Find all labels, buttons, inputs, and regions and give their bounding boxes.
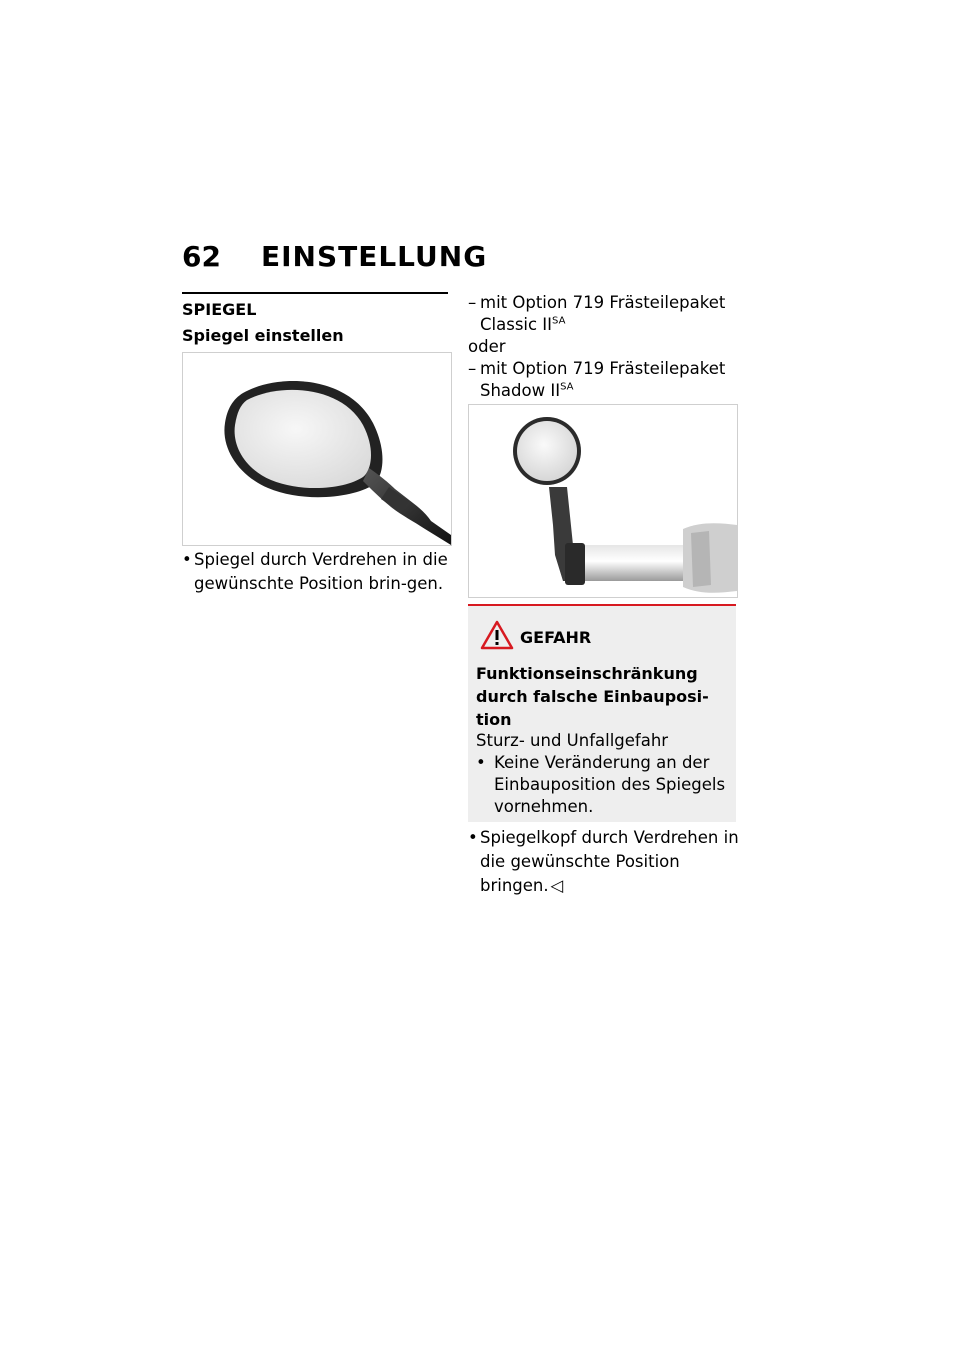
chapter-title: EINSTELLUNG xyxy=(260,240,488,273)
mirror-figure xyxy=(182,352,452,546)
step-text: Spiegel durch Verdrehen in die gewünschte Position brin-gen. xyxy=(194,550,448,593)
section-divider xyxy=(182,292,448,294)
bullet-marker: • xyxy=(468,828,478,847)
option-item-classic xyxy=(468,292,740,336)
option-text: mit Option 719 Frästeilepaket Classic II xyxy=(480,293,726,334)
page-header xyxy=(182,240,487,280)
instruction-step xyxy=(182,548,452,596)
section-title: SPIEGEL xyxy=(182,300,257,319)
step-text: Spiegelkopf durch Verdrehen in die gewünschte Position bringen. xyxy=(480,828,739,895)
bar-end-mirror-figure xyxy=(468,404,738,598)
danger-warning-box xyxy=(468,604,736,822)
warning-bullet-text: Keine Veränderung an der Einbauposition des Spiegels vornehmen. xyxy=(494,753,726,816)
sa-superscript: SA xyxy=(560,381,574,393)
sa-superscript: SA xyxy=(552,315,566,327)
instruction-step xyxy=(468,826,740,898)
warning-risk: Sturz- und Unfallgefahr xyxy=(476,731,669,750)
bar-end-mirror-illustration xyxy=(469,405,737,597)
bullet-marker: • xyxy=(476,753,486,772)
option-text: mit Option 719 Frästeilepaket Shadow II xyxy=(480,359,726,400)
mirror-illustration xyxy=(183,353,451,545)
option-item-shadow xyxy=(468,358,740,402)
page-number: 62 xyxy=(182,240,221,273)
dash-marker: – xyxy=(468,359,477,378)
option-connector: oder xyxy=(468,337,506,356)
warning-bullet xyxy=(476,752,732,818)
warning-body xyxy=(476,730,732,818)
bullet-marker: • xyxy=(182,550,192,569)
warning-label: GEFAHR xyxy=(520,628,592,647)
subsection-title: Spiegel einstellen xyxy=(182,326,344,345)
warning-heading: Funktionseinschränkung durch falsche Einbauposi-tion xyxy=(476,664,709,729)
end-of-section-icon: ◁ xyxy=(550,876,564,895)
dash-marker: – xyxy=(468,293,477,312)
warning-triangle-icon xyxy=(480,620,514,650)
